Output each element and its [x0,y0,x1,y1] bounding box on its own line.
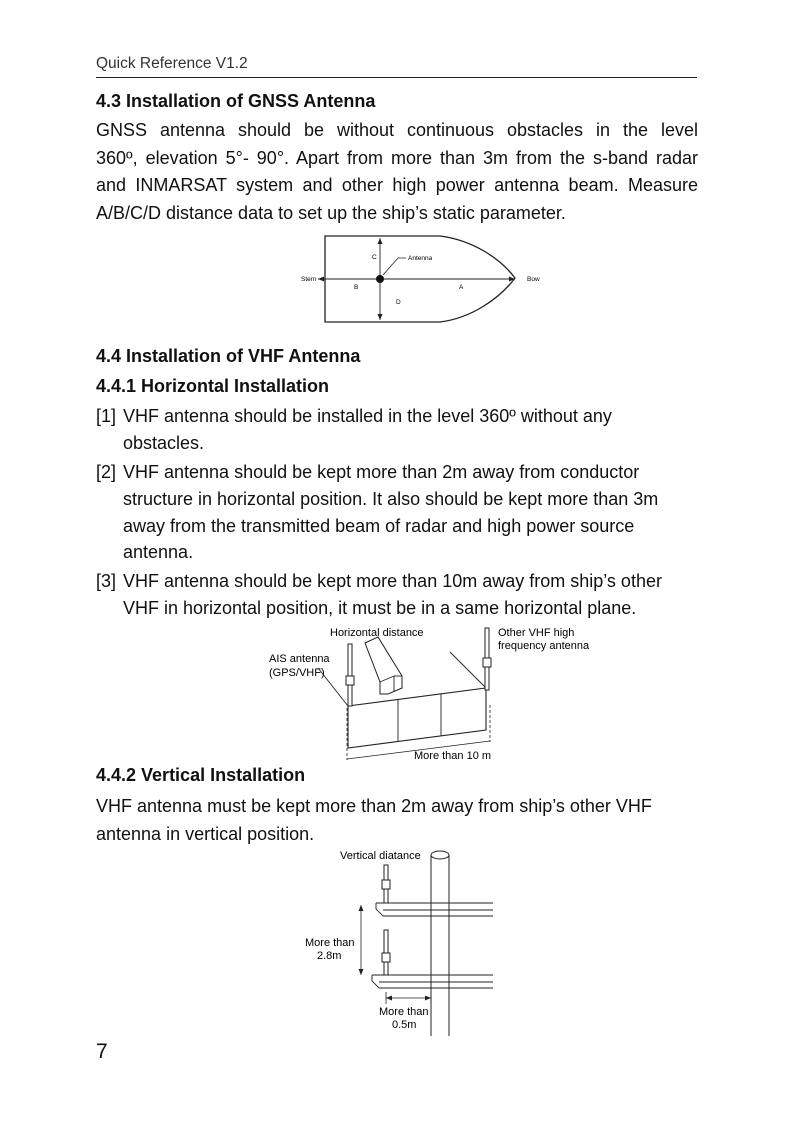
label-c: C [372,254,377,261]
paragraph-vertical-line-1: VHF antenna must be kept more than 2m away from ship’s other VHF [96,796,652,816]
stern-label: Stern [301,276,317,283]
horizontal-installation-diagram [260,622,610,767]
ais-antenna-icon [348,644,352,706]
vertical-installation-diagram [300,844,510,1036]
subsection-heading-4-4-1: 4.4.1 Horizontal Installation [96,376,330,396]
ais-antenna-label-line-1: AIS antenna [269,653,330,665]
paragraph-gnss-line-3: and INMARSAT system and other high power antenna beam. Measure [96,175,698,195]
list-item-text: VHF antenna should be installed in the level 360º without any obstacles. [123,406,612,453]
paragraph-gnss-line-4: A/B/C/D distance data to set up the ship’s static parameter. [96,203,566,223]
running-header: Quick Reference V1.2 [96,55,248,72]
antenna-label: Antenna [408,255,433,262]
more-than-2-8m-label-line-2: 2.8m [317,950,342,962]
label-a: A [459,284,464,291]
ais-antenna-label-line-2: (GPS/VHF) [269,667,325,679]
label-d: D [396,299,401,306]
label-b: B [354,284,359,291]
mast-structure [365,637,402,694]
bow-label: Bow [527,276,540,283]
more-than-2-8m-label-line-1: More than [305,937,355,949]
list-item [96,459,696,566]
paragraph-gnss-line-2: 360º, elevation 5°- 90°. Apart from more than 3m from the s-band radar [96,148,698,168]
paragraph-vertical-line-2: antenna in vertical position. [96,824,315,844]
list-item-text: VHF antenna should be kept more than 2m away from conductor structure in horizontal position. It also should be kept more than 3m away from the transmitted beam of radar and high power source antenna. [123,462,659,563]
paragraph-gnss-line-1: GNSS antenna should be without continuous obstacles in the level [96,120,698,140]
section-heading-4-3: 4.3 Installation of GNSS Antenna [96,91,376,111]
subsection-heading-4-4-2: 4.4.2 Vertical Installation [96,765,306,785]
list-item-number: [2] [96,462,117,482]
header-rule [96,77,697,78]
list-item [96,403,696,457]
ship-antenna-diagram [290,228,550,328]
list-item-number: [3] [96,571,117,591]
other-vhf-label-line-2: frequency antenna [498,640,590,652]
more-than-0-5m-label-line-1: More than [379,1006,429,1018]
other-vhf-label-line-1: Other VHF high [498,627,575,639]
page-number: 7 [96,1040,108,1063]
ship-deck [348,688,486,748]
horizontal-distance-label: Horizontal distance [330,627,424,639]
list-item-text: VHF antenna should be kept more than 10m away from ship’s other VHF in horizontal position, it must be in a same horizontal plane. [123,571,662,618]
more-than-10m-label: More than 10 m [414,750,492,762]
list-item [96,568,696,622]
more-than-0-5m-label-line-2: 0.5m [392,1019,417,1031]
section-heading-4-4: 4.4 Installation of VHF Antenna [96,346,361,366]
list-item-number: [1] [96,406,117,426]
antenna-position-marker [376,275,384,283]
vertical-distance-label: Vertical diatance [340,850,421,862]
